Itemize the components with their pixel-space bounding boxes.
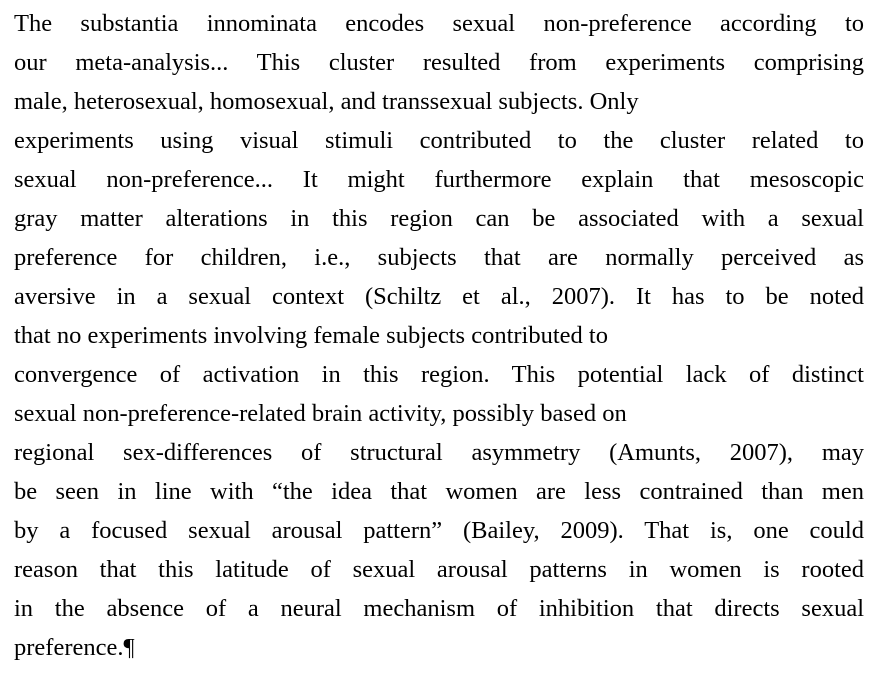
text-line: convergence of activation in this region. This potential lack of distinct: [14, 361, 864, 388]
text-line: preference.¶: [14, 634, 135, 661]
text-line: The substantia innominata encodes sexual non-preference according to: [14, 10, 864, 37]
text-line: sexual non-preference... It might furthermore explain that mesoscopic: [14, 166, 864, 193]
text-line: regional sex-differences of structural asymmetry (Amunts, 2007), may: [14, 439, 864, 466]
body-paragraph: [14, 4, 864, 667]
text-line: by a focused sexual arousal pattern” (Bailey, 2009). That is, one could: [14, 517, 864, 544]
text-line: aversive in a sexual context (Schiltz et al., 2007). It has to be noted: [14, 283, 864, 310]
text-line: our meta-analysis... This cluster resulted from experiments comprising: [14, 49, 864, 76]
text-line: gray matter alterations in this region can be associated with a sexual: [14, 205, 864, 232]
text-line: be seen in line with “the idea that women are less contrained than men: [14, 478, 864, 505]
text-line: male, heterosexual, homosexual, and transsexual subjects. Only: [14, 88, 639, 115]
text-line: in the absence of a neural mechanism of inhibition that directs sexual: [14, 595, 864, 622]
text-line: sexual non-preference-related brain activity, possibly based on: [14, 400, 627, 427]
text-line: experiments using visual stimuli contributed to the cluster related to: [14, 127, 864, 154]
text-line: preference for children, i.e., subjects that are normally perceived as: [14, 244, 864, 271]
text-line: that no experiments involving female subjects contributed to: [14, 322, 608, 349]
text-line: reason that this latitude of sexual arousal patterns in women is rooted: [14, 556, 864, 583]
